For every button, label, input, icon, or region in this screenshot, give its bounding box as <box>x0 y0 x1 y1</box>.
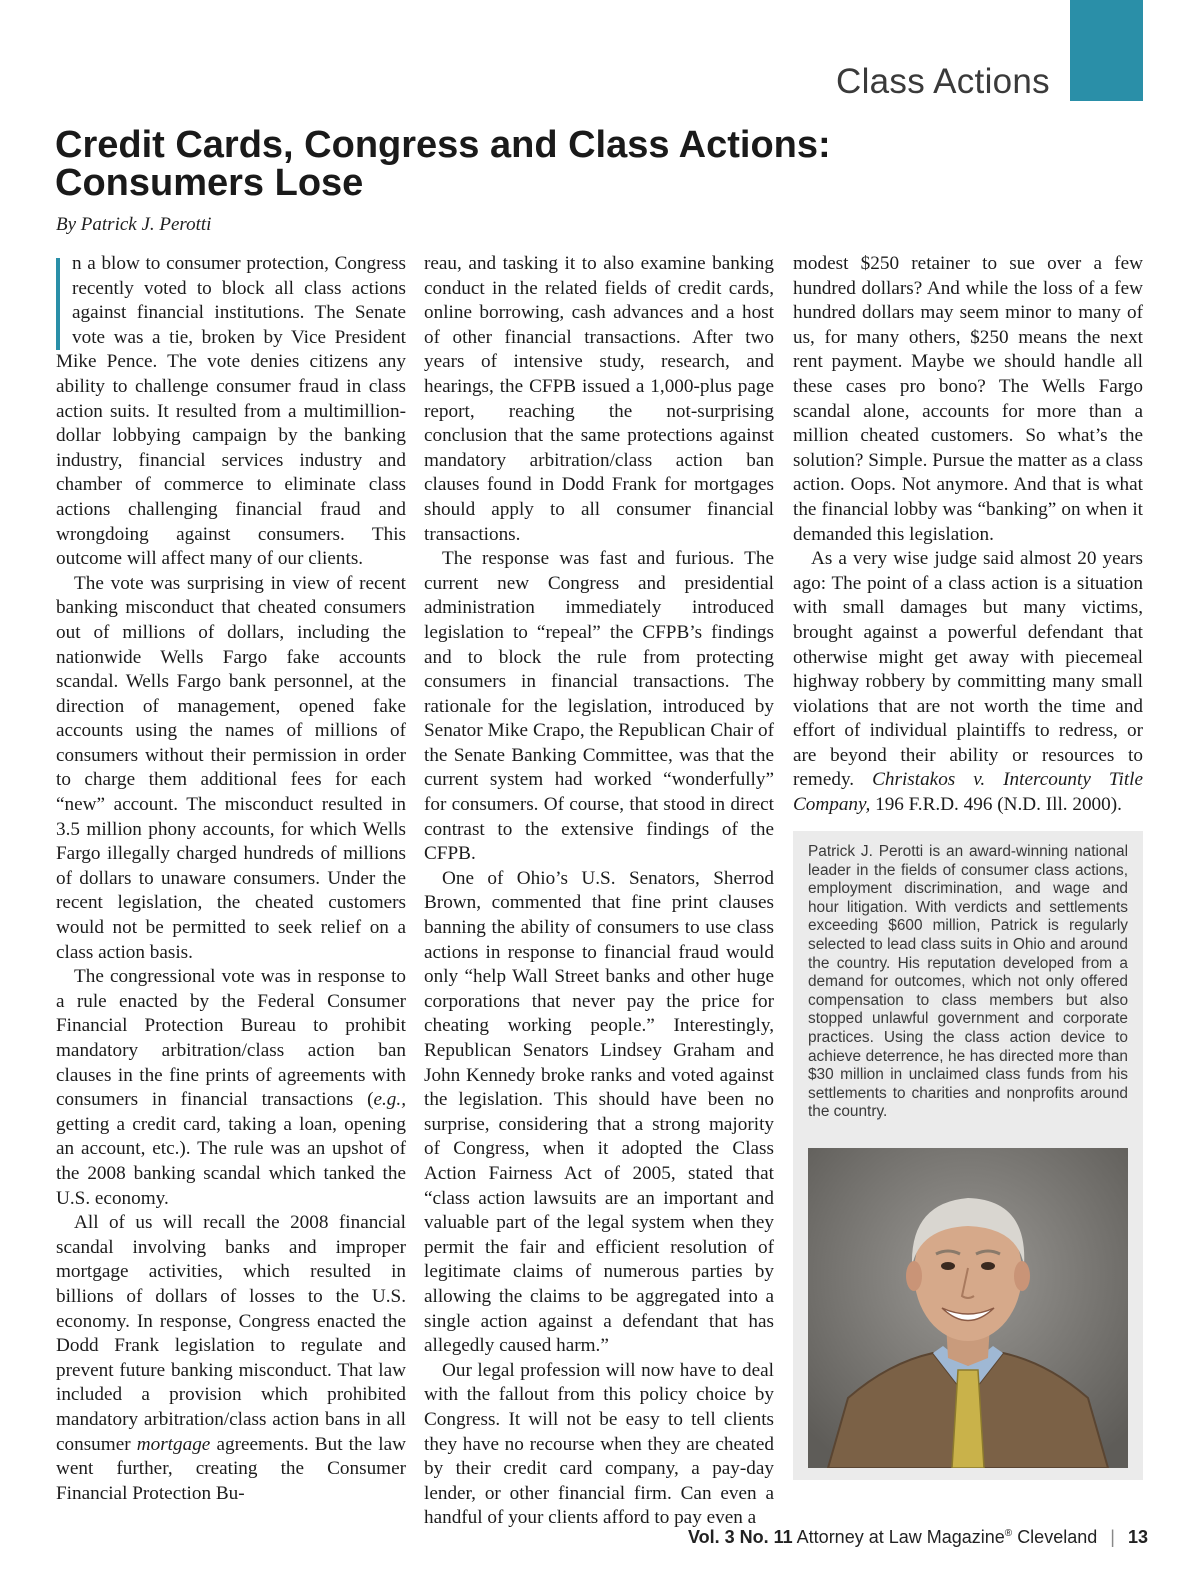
footer-volume: Vol. 3 No. 11 <box>687 1527 793 1547</box>
paragraph-text: All of us will recall the 2008 financial scandal involving banks and improper mortgage activities, which resulted in billions of dollars of losses to the U.S. economy. In response, Congress enacted the Dodd Frank legislation to regulate and prevent future banking misconduct. That law included a provision which prohibited mandatory arbitration/class action bans in all consumer <box>56 1212 406 1455</box>
author-bio-box <box>793 831 1143 1480</box>
article-title-line-2: Consumers Lose <box>55 162 364 204</box>
paragraph <box>56 1211 406 1506</box>
article-title <box>55 126 955 202</box>
paragraph: reau, and tasking it to also examine banking conduct in the related fields of credit cards, online borrowing, cash advances and a host of other financial transactions. After two years of intensive study, research, and hearings, the CFPB issued a 1,000-plus page report, reaching the not-surprising conclusion that the same protections against mandatory arbitration/class action ban clauses found in Dodd Frank for mortgages should apply to all consumer financial transactions. <box>424 253 774 545</box>
section-accent-tab <box>1070 0 1143 101</box>
paragraph-text: The congressional vote was in response to a rule enacted by the Federal Consumer Financial Protection Bureau to prohibit mandatory arbitration/class action ban clauses in the fine prints of agreements with consumers in financial transactions ( <box>56 966 406 1111</box>
paragraph: modest $250 retainer to sue over a few hundred dollars? And while the loss of a few hundred dollars may seem minor to many of us, for many others, $250 means the next rent payment. Maybe we should handle all these cases pro bono? The Wells Fargo scandal alone, accounts for more than a million cheated customers. So what’s the solution? Simple. Pursue the matter as a class action. Oops. Not anymore. And that is what the financial lobby was “banking” on when it demanded this legislation. <box>793 253 1143 545</box>
italic-text: e.g., <box>373 1089 406 1111</box>
italic-text: mortgage <box>136 1433 211 1455</box>
byline: By Patrick J. Perotti <box>56 214 212 235</box>
author-bio-text: Patrick J. Perotti is an award-winning national leader in the fields of consumer class actions, employment discrimination, and wage and hour litigation. With verdicts and settlements exceeding $600 million, Patrick is regularly selected to lead class suits in Ohio and around the country. His reputation developed from a demand for outcomes, which not only offered compensation to class members but also stopped unlawful government and corporate practices. Using the class action device to achieve deterrence, he has directed more than $30 million in unclaimed class funds from his settlements to charities and nonprofits around the country. <box>808 843 1128 1121</box>
paragraph-text: agreements. But the law went further, creating the Consumer Financial Protection Bu- <box>56 1433 406 1504</box>
footer-divider: | <box>1110 1527 1115 1547</box>
paragraph: One of Ohio’s U.S. Senators, Sherrod Brown, commented that fine print clauses banning the ability of consumers to use class actions in response to financial fraud would only “help Wall Street banks and other huge corporations that never pay the price for cheating working people.” Interestingly, Republican Senators Lindsey Graham and John Kennedy broke ranks and voted against the legislation. This should have been no surprise, considering that a strong majority of Congress, when it adopted the Class Action Fairness Act of 2005, stated that “class action lawsuits are an important and valuable part of the legal system when they permit the fair and efficient resolution of legitimate claims of numerous parties by allowing the claims to be aggregated into a single action against a defendant that has allegedly caused harm.” <box>424 867 774 1357</box>
case-citation: Christakos v. Intercounty Title Company, <box>793 769 1143 816</box>
footer-city: Cleveland <box>1017 1527 1098 1547</box>
footer-magazine-name: Attorney at Law Magazine <box>796 1527 1005 1547</box>
page-number: 13 <box>1127 1527 1148 1547</box>
paragraph: The vote was surprising in view of recent banking misconduct that cheated consumers out of millions of dollars, including the nationwide Wells Fargo fake accounts scandal. Wells Fargo bank personnel, at the direction of management, opened fake accounts using the names of millions of consumers without their permission in order to charge them additional fees for each “new” account. The misconduct resulted in 3.5 million phony accounts, for which Wells Fargo illegally charged hundreds of millions of dollars to unaware consumers. Under the recent legislation, the cheated customers would not be permitted to seek relief on a class action basis. <box>56 572 406 963</box>
paragraph: The response was fast and furious. The current new Congress and presidential administration immediately introduced legislation to “repeal” the CFPB’s findings and to block the rule from protecting consumers in financial transactions. The rationale for the legislation, introduced by Senator Mike Crapo, the Republican Chair of the Senate Banking Committee, was that the current system had worked “wonderfully” for consumers. Of course, that stood in direct contrast to the extensive findings of the CFPB. <box>424 548 774 865</box>
paragraph: Our legal profession will now have to deal with the fallout from this policy choice by Congress. It will not be easy to tell clients they have no recourse when they are cheated by their credit card company, a pay-day lender, or other financial firm. Can even a handful of your clients afford to pay even a <box>424 1359 774 1529</box>
paragraph <box>56 965 406 1211</box>
article-column-3 <box>793 252 1143 818</box>
article-column-1 <box>56 252 406 1506</box>
paragraph <box>56 252 406 572</box>
paragraph-text: 196 F.R.D. 496 (N.D. Ill. 2000). <box>870 794 1122 816</box>
page-footer <box>688 1527 1148 1548</box>
section-label: Class Actions <box>836 62 1050 101</box>
paragraph-text: getting a credit card, taking a loan, opening an account, etc.). The rule was an upshot of the 2008 banking scandal which tanked the U.S. economy. <box>56 1113 406 1209</box>
author-portrait <box>808 1148 1128 1468</box>
paragraph-text: n a blow to consumer protection, Congress recently voted to block all class actions against financial institutions. The Senate vote was a tie, broken by Vice President Mike Pence. The vote denies citizens any ability to challenge consumer fraud in class action suits. It resulted from a multimillion-dollar lobbying campaign by the banking industry, financial services industry and chamber of commerce to eliminate class actions challenging financial fraud and wrongdoing against consumers. This outcome will affect many of our clients. <box>56 253 406 570</box>
drop-cap-bar <box>56 258 60 350</box>
registered-mark: ® <box>1004 1528 1013 1539</box>
drop-cap <box>56 258 69 350</box>
paragraph-text: As a very wise judge said almost 20 years ago: The point of a class action is a situation with small damages but many victims, brought against a powerful defendant that otherwise might get away with piecemeal highway robbery by committing many small violations that are not worth the time and effort of individual plaintiffs to redress, or are beyond their ability or resources to remedy. <box>793 548 1143 791</box>
article-title-line-1: Credit Cards, Congress and Class Actions: <box>55 124 831 166</box>
author-portrait-image <box>808 1148 1128 1468</box>
paragraph <box>793 547 1143 818</box>
article-column-2 <box>424 252 774 1531</box>
